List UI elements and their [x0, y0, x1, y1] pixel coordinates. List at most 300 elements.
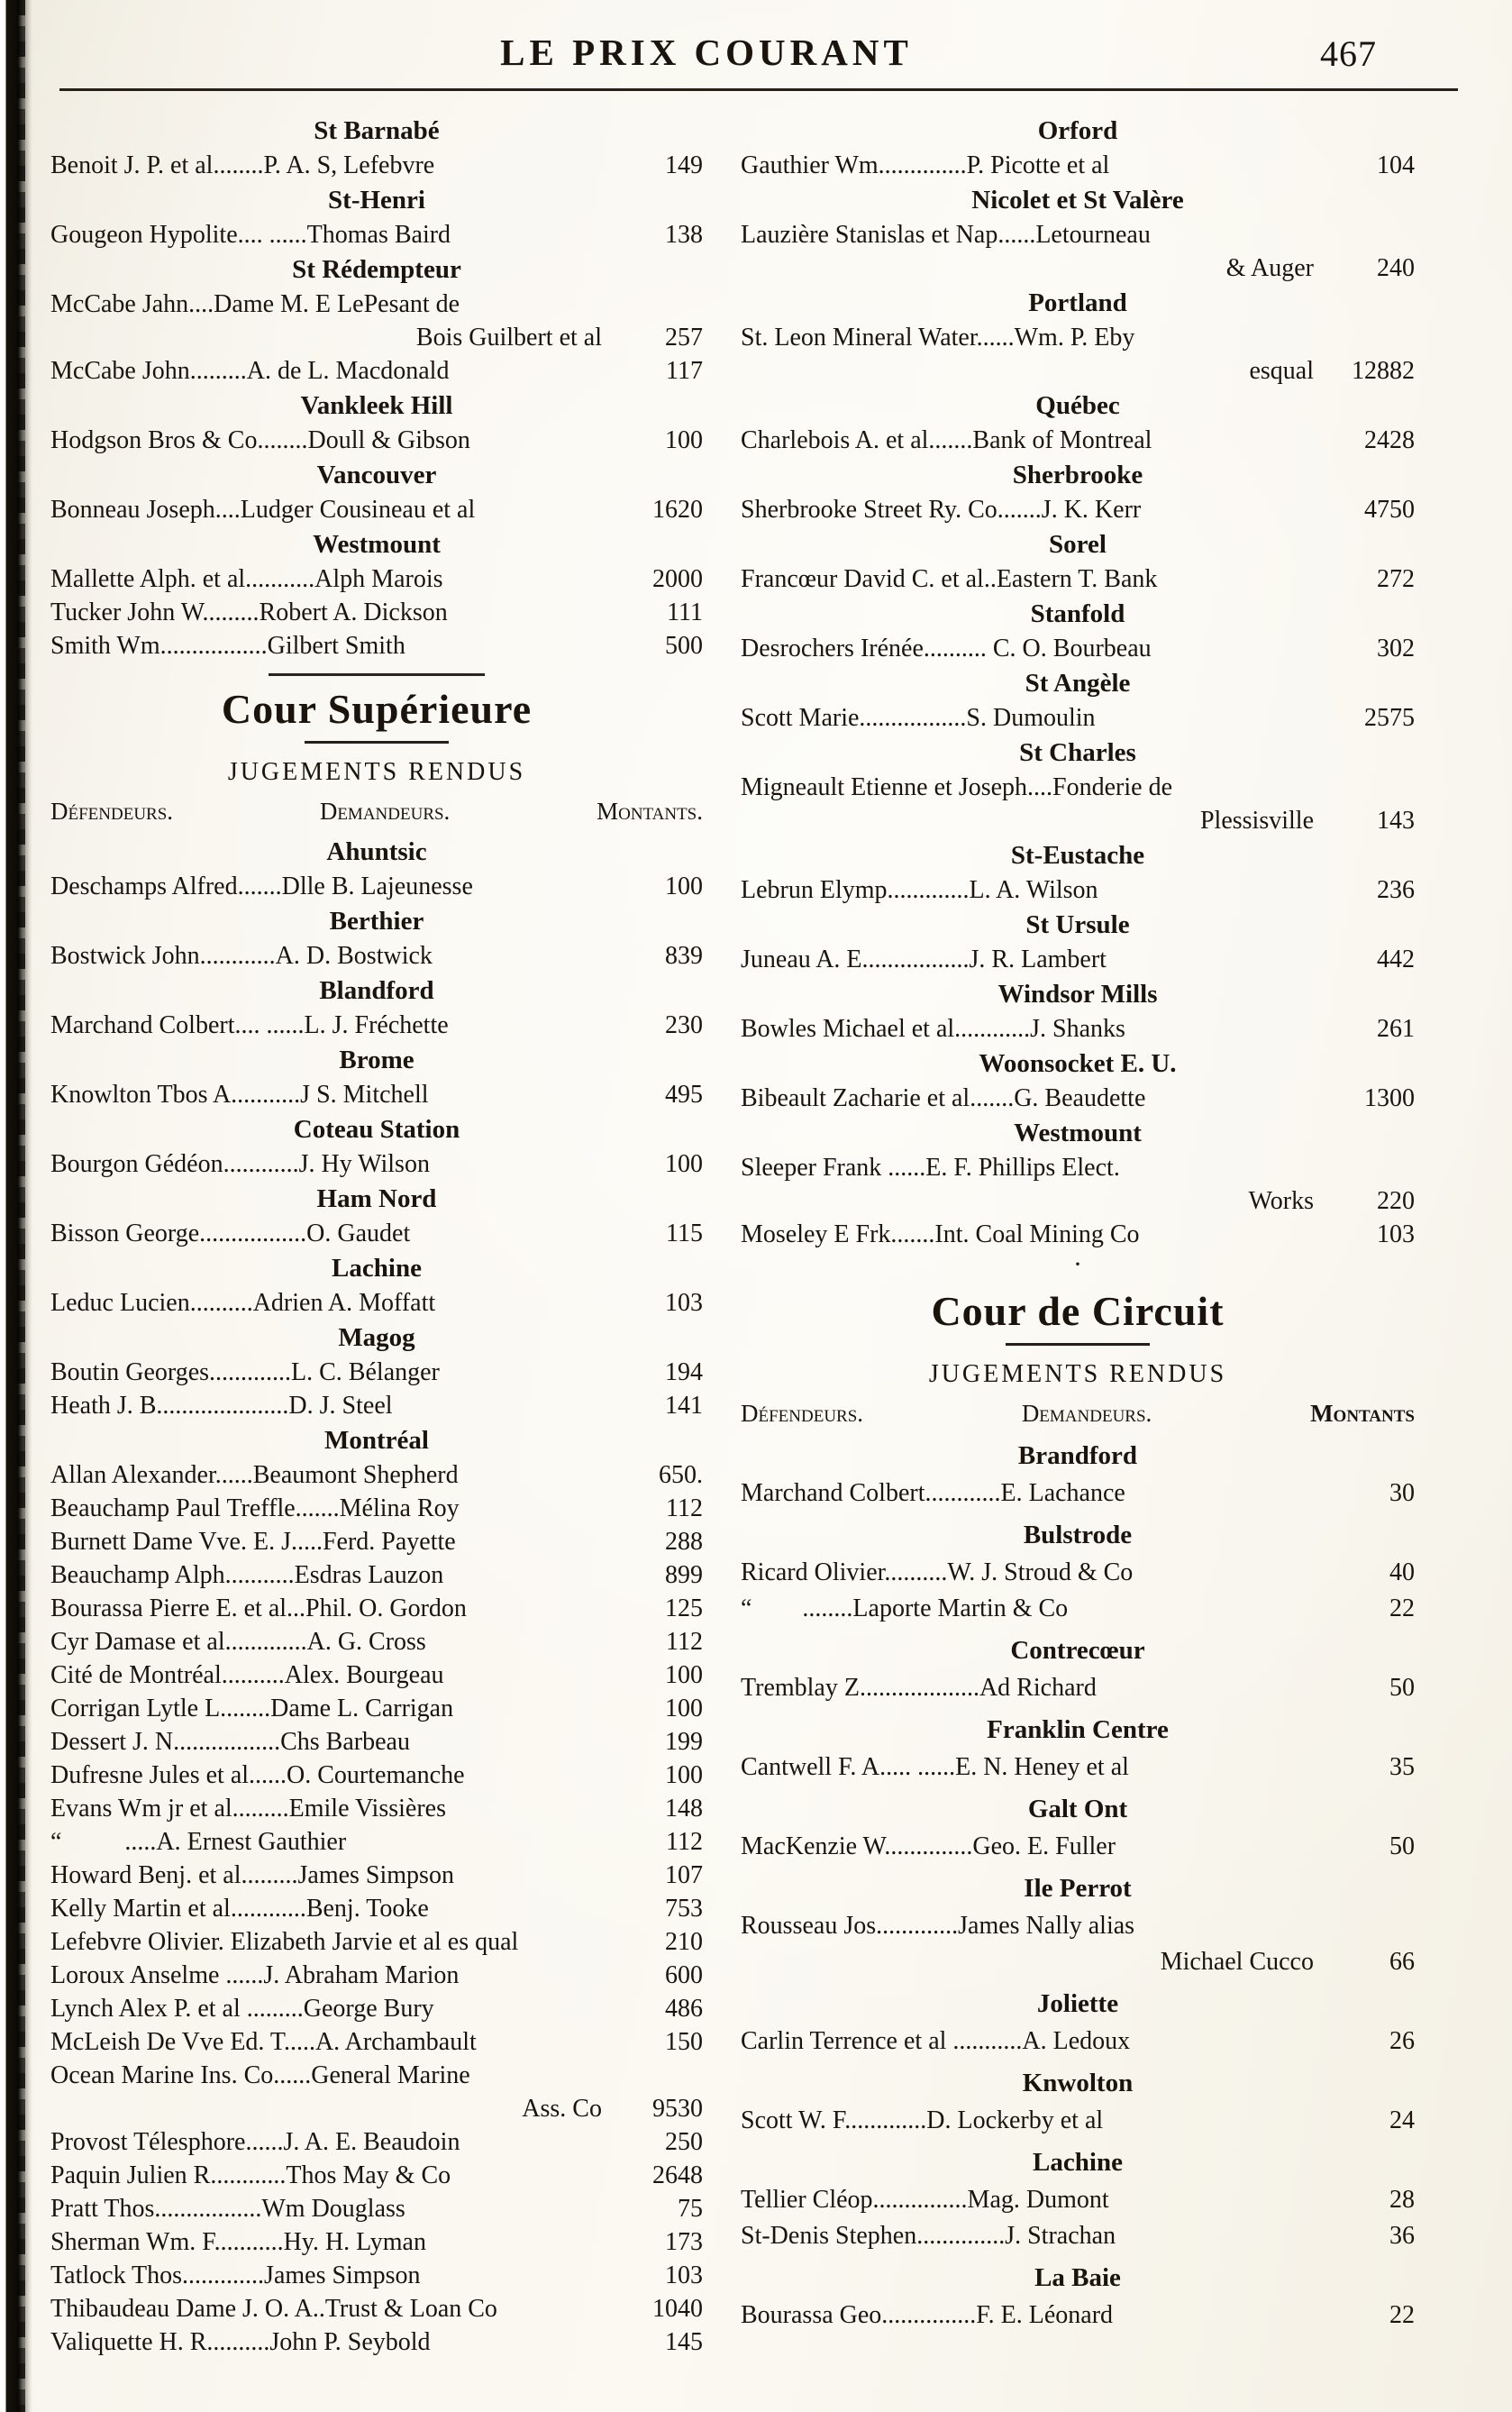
place-heading: Orford: [1037, 116, 1118, 145]
judgment-entry: [50, 1286, 703, 1320]
place-heading: Québec: [1035, 391, 1120, 420]
entry-text: Cantwell F. A..... ......E. N. Heney et al: [741, 1753, 1129, 1781]
place-section: [50, 251, 703, 388]
entry-amount: 125: [665, 1594, 703, 1622]
judgment-entry: [741, 321, 1415, 388]
entry-amount: 22: [1389, 2301, 1415, 2329]
place-heading: Westmount: [313, 530, 441, 559]
entry-text: Lynch Alex P. et al .........George Bury: [50, 1995, 434, 2023]
place-section: [50, 973, 703, 1042]
entry-amount: 50: [1389, 1832, 1415, 1860]
entry-amount: 500: [665, 632, 703, 660]
page-title: LE PRIX COURANT: [500, 32, 913, 73]
page-number: 467: [1320, 33, 1377, 74]
entry-amount: 117: [666, 357, 703, 385]
entry-text: Marchand Colbert............E. Lachance: [741, 1479, 1125, 1507]
judgment-entry: [741, 1908, 1415, 1980]
entry-amount: 288: [665, 1528, 703, 1556]
entry-amount: 236: [1377, 876, 1415, 904]
place-section: [741, 1710, 1415, 1786]
judgment-entry: [50, 1792, 703, 1825]
entry-text: Moseley E Frk.......Int. Coal Mining Co: [741, 1220, 1140, 1248]
entry-text: Paquin Julien R............Thos May & Co: [50, 2161, 451, 2189]
entry-text: Corrigan Lytle L........Dame L. Carrigan: [50, 1695, 454, 1722]
judgment-entry: [50, 354, 703, 388]
entry-text: Francœur David C. et al..Eastern T. Bank: [741, 565, 1158, 593]
place-section: [741, 907, 1415, 976]
entry-text: Tremblay Z...................Ad Richard: [741, 1674, 1097, 1702]
entry-text: Lefebvre Olivier. Elizabeth Jarvie et al es qual: [50, 1928, 519, 1956]
judgment-entry: [741, 1829, 1415, 1865]
entry-text: Deschamps Alfred.......Dlle B. Lajeunesse: [50, 873, 473, 900]
judgment-entry: [741, 2298, 1415, 2334]
entry-amount: 220: [1377, 1187, 1415, 1215]
entry-text: Pratt Thos.................Wm Douglass: [50, 2195, 405, 2223]
place-heading: Sherbrooke: [1012, 461, 1143, 489]
place-heading: La Baie: [1034, 2263, 1121, 2292]
entry-text: “ ........Laporte Martin & Co: [741, 1594, 1069, 1622]
place-heading: St Rédempteur: [292, 255, 461, 284]
judgment-entry: [741, 873, 1415, 907]
entry-continuation: Bois Guilbert et al: [415, 324, 602, 352]
judgment-entry: [50, 939, 703, 973]
judgment-entry: [741, 701, 1415, 735]
place-heading: St-Henri: [328, 186, 425, 215]
judgment-entry: [50, 2325, 703, 2359]
entry-amount: 100: [665, 1695, 703, 1722]
place-section: [741, 735, 1415, 837]
entry-text: MacKenzie W..............Geo. E. Fuller: [741, 1832, 1116, 1860]
place-heading: Knwolton: [1022, 2069, 1134, 2097]
entry-text: Gauthier Wm..............P. Picotte et al: [741, 151, 1110, 179]
entry-text: Tucker John W.........Robert A. Dickson: [50, 598, 448, 626]
entry-text: Heath J. B.....................D. J. Steel: [50, 1392, 393, 1420]
place-heading: Woonsocket E. U.: [979, 1049, 1177, 1078]
entry-amount: 103: [665, 1289, 703, 1317]
judgment-entry: [741, 1082, 1415, 1115]
entry-text: McCabe Jahn....Dame M. E LePesant de: [50, 290, 460, 318]
entry-text: Sherman Wm. F...........Hy. H. Lyman: [50, 2228, 426, 2256]
judgment-entry: [741, 1670, 1415, 1706]
place-section: [741, 665, 1415, 735]
place-heading: Montréal: [324, 1426, 429, 1455]
judgment-entry: [50, 218, 703, 251]
entry-amount: 107: [665, 1861, 703, 1889]
entry-text: Cité de Montréal..........Alex. Bourgeau: [50, 1661, 444, 1689]
judgment-entry: [741, 2024, 1415, 2060]
page-header: [0, 0, 1512, 88]
court-title-rule: [1006, 1343, 1150, 1346]
entry-text: Mallette Alph. et al...........Alph Marois: [50, 565, 443, 593]
place-heading: Ham Nord: [316, 1184, 437, 1213]
amounts-header: Montants: [1310, 1400, 1415, 1427]
entry-amount: 240: [1377, 254, 1415, 282]
entry-amount: 112: [666, 1628, 703, 1656]
entry-text: Marchand Colbert.... ......L. J. Fréchette: [50, 1011, 449, 1039]
entry-text: Tellier Cléop...............Mag. Dumont: [741, 2186, 1109, 2214]
judgment-entry: [50, 288, 703, 354]
judgment-entry: [50, 149, 703, 182]
left-column: [50, 113, 703, 2359]
entry-continuation: esqual: [1249, 357, 1314, 385]
entry-amount: 230: [665, 1011, 703, 1039]
entry-amount: 111: [667, 598, 703, 626]
entry-amount: 100: [665, 1661, 703, 1689]
entry-text: Provost Télesphore......J. A. E. Beaudoin: [50, 2128, 460, 2156]
judgment-entry: [50, 1658, 703, 1692]
entry-amount: 261: [1377, 1015, 1415, 1043]
entry-text: Bourassa Geo...............F. E. Léonard: [741, 2301, 1114, 2329]
place-section: [50, 182, 703, 251]
judgment-entry: [741, 632, 1415, 665]
entry-amount: 103: [1377, 1220, 1415, 1248]
entry-text: Gougeon Hypolite.... ......Thomas Baird: [50, 221, 451, 249]
judgment-entry: [50, 1725, 703, 1759]
judgment-entry: [50, 1992, 703, 2025]
entry-amount: 150: [665, 2028, 703, 2056]
judgment-entry: [50, 1389, 703, 1422]
place-heading: Ahuntsic: [326, 837, 427, 866]
place-section: [741, 285, 1415, 388]
place-section: [741, 596, 1415, 665]
entry-amount: 24: [1389, 2106, 1415, 2134]
entry-text: Sleeper Frank ......E. F. Phillips Elect.: [741, 1154, 1120, 1182]
judgment-entry: [50, 2192, 703, 2225]
place-heading: Bulstrode: [1023, 1521, 1133, 1549]
place-heading: Vankleek Hill: [300, 391, 453, 420]
judgment-entry: [50, 1558, 703, 1592]
entry-amount: 100: [665, 1150, 703, 1178]
judgment-entry: [50, 1692, 703, 1725]
judgment-entry: [50, 2259, 703, 2292]
place-heading: Brome: [339, 1046, 414, 1074]
place-heading: Franklin Centre: [987, 1715, 1169, 1744]
judgment-entry: [741, 218, 1415, 285]
judgment-entry: [50, 424, 703, 457]
entry-amount: 138: [665, 221, 703, 249]
left-pre-sections: [50, 113, 703, 662]
table-column-headers: [50, 796, 703, 827]
place-section: [50, 113, 703, 182]
entry-amount: 2428: [1364, 426, 1415, 454]
entry-text: Desrochers Irénée.......... C. O. Bourbeau: [741, 635, 1152, 662]
entry-text: Burnett Dame Vve. E. J.....Ferd. Payette: [50, 1528, 456, 1556]
entry-text: Tatlock Thos.............James Simpson: [50, 2261, 421, 2289]
entry-amount: 199: [665, 1728, 703, 1756]
judgment-entry: [50, 1217, 703, 1250]
place-section: [741, 2142, 1415, 2254]
dot-divider: ·: [1073, 1249, 1082, 1279]
entry-amount: 22: [1389, 1594, 1415, 1622]
right-pre-sections: [741, 113, 1415, 1251]
place-heading: Sorel: [1049, 530, 1107, 559]
place-section: [50, 903, 703, 973]
entry-text: Carlin Terrence et al ...........A. Ledoux: [741, 2027, 1131, 2055]
judgment-entry: [741, 1750, 1415, 1786]
place-section: [50, 1111, 703, 1181]
judgment-entry: [50, 1078, 703, 1111]
entry-text: Smith Wm.................Gilbert Smith: [50, 632, 405, 660]
entry-text: Scott W. F.............D. Lockerby et al: [741, 2106, 1104, 2134]
place-heading: Joliette: [1036, 1989, 1119, 2018]
entry-amount: 148: [665, 1795, 703, 1823]
entry-amount: 899: [665, 1561, 703, 1589]
place-heading: Coteau Station: [293, 1115, 460, 1144]
entry-amount: 1040: [652, 2295, 703, 2323]
place-section: [50, 526, 703, 662]
place-section: [50, 457, 703, 526]
place-section: [741, 388, 1415, 457]
judgment-entry: [741, 424, 1415, 457]
place-section: [741, 182, 1415, 285]
judgment-entry: [741, 1591, 1415, 1627]
judgment-entry: [50, 1759, 703, 1792]
entry-text: Howard Benj. et al.........James Simpson: [50, 1861, 454, 1889]
entry-amount: 302: [1377, 635, 1415, 662]
judgment-entry: [50, 1356, 703, 1389]
entry-amount: 9530: [652, 2095, 703, 2123]
entry-text: McLeish De Vve Ed. T.....A. Archambault: [50, 2028, 477, 2056]
entry-text: Bibeault Zacharie et al.......G. Beaudette: [741, 1084, 1146, 1112]
place-heading: Berthier: [329, 907, 424, 936]
judgment-entry: [50, 2292, 703, 2325]
place-heading: Blandford: [319, 976, 434, 1005]
place-section: [741, 1631, 1415, 1706]
entry-text: Charlebois A. et al.......Bank of Montreal: [741, 426, 1152, 454]
place-section: [741, 1046, 1415, 1115]
place-heading: Lachine: [332, 1254, 422, 1283]
judgment-entry: [741, 493, 1415, 526]
place-section: [50, 388, 703, 457]
entry-amount: 272: [1377, 565, 1415, 593]
entry-continuation: & Auger: [1225, 254, 1314, 282]
judgment-entry: [741, 2218, 1415, 2254]
entry-text: Knowlton Tbos A...........J S. Mitchell: [50, 1081, 429, 1109]
judgment-entry: [50, 2225, 703, 2259]
judgment-entry: [50, 1592, 703, 1625]
entry-text: Bisson George.................O. Gaudet: [50, 1220, 411, 1247]
place-section: [741, 526, 1415, 596]
place-heading: Westmount: [1014, 1119, 1142, 1147]
defendants-header: Défendeurs.: [50, 798, 174, 825]
block-divider-rule: [269, 673, 485, 676]
entry-text: Bonneau Joseph....Ludger Cousineau et al: [50, 496, 476, 524]
judgment-entry: [50, 1959, 703, 1992]
content-columns: [0, 91, 1512, 2359]
judgment-entry: [741, 771, 1415, 837]
entry-amount: 753: [665, 1895, 703, 1923]
entry-amount: 100: [665, 1761, 703, 1789]
place-section: [50, 1181, 703, 1250]
superior-court-sections: [50, 834, 703, 2359]
place-section: [741, 837, 1415, 907]
entry-text: Cyr Damase et al.............A. G. Cross: [50, 1628, 426, 1656]
judgment-entry: [50, 1492, 703, 1525]
entry-amount: 650.: [659, 1461, 703, 1489]
judgment-entry: [741, 1476, 1415, 1512]
place-section: [50, 1422, 703, 2359]
entry-amount: 112: [666, 1828, 703, 1856]
place-section: [50, 1250, 703, 1320]
judgment-entry: [50, 562, 703, 596]
entry-text: Lauzière Stanislas et Nap......Letourneau: [741, 221, 1151, 249]
judgment-entry: [50, 1825, 703, 1859]
place-section: [741, 457, 1415, 526]
place-heading: Ile Perrot: [1024, 1874, 1132, 1903]
judgment-entry: [50, 1525, 703, 1558]
right-column: [741, 113, 1415, 2359]
entry-amount: 30: [1389, 1479, 1415, 1507]
entry-amount: 103: [665, 2261, 703, 2289]
entry-text: Sherbrooke Street Ry. Co.......J. K. Kerr: [741, 496, 1142, 524]
entry-amount: 66: [1389, 1948, 1415, 1976]
judgment-entry: [50, 629, 703, 662]
entry-text: Juneau A. E.................J. R. Lambert: [741, 946, 1107, 973]
place-heading: St Angèle: [1025, 669, 1131, 698]
entry-text: Hodgson Bros & Co........Doull & Gibson: [50, 426, 470, 454]
judgment-entry: [50, 1458, 703, 1492]
entry-text: Benoit J. P. et al........P. A. S, Lefebvre: [50, 151, 435, 179]
entry-text: Valiquette H. R..........John P. Seybold: [50, 2328, 431, 2356]
judgment-entry: [741, 2103, 1415, 2139]
judgment-entry: [741, 149, 1415, 182]
entry-text: Boutin Georges.............L. C. Bélanger: [50, 1358, 440, 1386]
entry-continuation: Ass. Co: [522, 2095, 602, 2123]
entry-amount: 100: [665, 873, 703, 900]
entry-amount: 40: [1389, 1558, 1415, 1586]
judgment-entry: [741, 1012, 1415, 1046]
place-section: [741, 1436, 1415, 1512]
entry-text: Lebrun Elymp.............L. A. Wilson: [741, 876, 1098, 904]
judgment-entry: [741, 1555, 1415, 1591]
court-title-rule: [305, 741, 449, 744]
entry-text: Bourgon Gédéon............J. Hy Wilson: [50, 1150, 430, 1178]
entry-amount: 600: [665, 1961, 703, 1989]
entry-text: Dessert J. N.................Chs Barbeau: [50, 1728, 410, 1756]
entry-amount: 839: [665, 942, 703, 970]
entry-text: Migneault Etienne et Joseph....Fonderie de: [741, 773, 1172, 801]
entry-continuation: Works: [1248, 1187, 1314, 1215]
place-section: [741, 1868, 1415, 1980]
place-heading: Windsor Mills: [997, 980, 1158, 1009]
place-heading: Vancouver: [316, 461, 437, 489]
entry-text: Beauchamp Paul Treffle.......Mélina Roy: [50, 1494, 460, 1522]
entry-text: St. Leon Mineral Water......Wm. P. Eby: [741, 324, 1135, 352]
cour-de-circuit-title: Cour de Circuit: [931, 1288, 1225, 1334]
entry-text: Loroux Anselme ......J. Abraham Marion: [50, 1961, 460, 1989]
judgment-entry: [50, 2159, 703, 2192]
judgment-entry: [50, 1859, 703, 1892]
entry-amount: 115: [666, 1220, 703, 1247]
place-section: [741, 1789, 1415, 1865]
entry-amount: 12882: [1352, 357, 1415, 385]
entry-amount: 257: [665, 324, 703, 352]
entry-amount: 36: [1389, 2222, 1415, 2250]
place-heading: Galt Ont: [1027, 1795, 1128, 1823]
entry-amount: 75: [678, 2195, 703, 2223]
judgment-entry: [50, 2125, 703, 2159]
entry-text: Bowles Michael et al............J. Shanks: [741, 1015, 1125, 1043]
entry-text: Bostwick John............A. D. Bostwick: [50, 942, 433, 970]
entry-amount: 143: [1377, 807, 1415, 835]
entry-text: Leduc Lucien..........Adrien A. Moffatt: [50, 1289, 436, 1317]
place-heading: Magog: [338, 1323, 415, 1352]
plaintiffs-header: Demandeurs.: [1021, 1400, 1152, 1427]
entry-amount: 250: [665, 2128, 703, 2156]
entry-text: “ .....A. Ernest Gauthier: [50, 1828, 347, 1856]
entry-amount: 26: [1389, 2027, 1415, 2055]
judgment-entry: [50, 1925, 703, 1959]
judgment-entry: [741, 1151, 1415, 1218]
entry-text: Ocean Marine Ins. Co......General Marine: [50, 2061, 470, 2089]
judgment-entry: [50, 1625, 703, 1658]
judgment-entry: [741, 943, 1415, 976]
entry-amount: 141: [665, 1392, 703, 1420]
table-column-headers: [741, 1398, 1415, 1429]
entry-amount: 28: [1389, 2186, 1415, 2214]
entry-continuation: Plessisville: [1199, 807, 1314, 835]
entry-text: Kelly Martin et al............Benj. Tooke: [50, 1895, 429, 1923]
place-section: [741, 2258, 1415, 2334]
entry-amount: 4750: [1364, 496, 1415, 524]
entry-amount: 112: [666, 1494, 703, 1522]
entry-text: Bourassa Pierre E. et al...Phil. O. Gordon: [50, 1594, 467, 1622]
entry-amount: 2575: [1364, 704, 1415, 732]
entry-amount: 442: [1377, 946, 1415, 973]
judgment-entry: [50, 1009, 703, 1042]
judgment-entry: [50, 1892, 703, 1925]
defendants-header: Défendeurs.: [741, 1400, 864, 1427]
entry-amount: 210: [665, 1928, 703, 1956]
entry-text: Scott Marie.................S. Dumoulin: [741, 704, 1096, 732]
entry-amount: 495: [665, 1081, 703, 1109]
judgments-rendered-subtitle: JUGEMENTS RENDUS: [227, 758, 526, 786]
place-section: [741, 2063, 1415, 2139]
place-heading: Portland: [1028, 288, 1127, 317]
circuit-court-sections: [741, 1436, 1415, 2334]
entry-text: St-Denis Stephen..............J. Strachan: [741, 2222, 1116, 2250]
entry-text: Allan Alexander......Beaumont Shepherd: [50, 1461, 459, 1489]
judgments-rendered-subtitle: JUGEMENTS RENDUS: [928, 1360, 1227, 1388]
entry-amount: 2648: [652, 2161, 703, 2189]
entry-amount: 100: [665, 426, 703, 454]
judgment-entry: [741, 562, 1415, 596]
place-heading: St Charles: [1019, 738, 1136, 767]
judgment-entry: [50, 870, 703, 903]
place-section: [50, 834, 703, 903]
entry-amount: 35: [1389, 1753, 1415, 1781]
cour-superieure-title: Cour Supérieure: [221, 686, 533, 732]
place-heading: Stanfold: [1030, 599, 1125, 628]
place-section: [741, 1515, 1415, 1627]
entry-amount: 104: [1377, 151, 1415, 179]
judgment-entry: [50, 2059, 703, 2125]
judgment-entry: [50, 1147, 703, 1181]
entry-text: Rousseau Jos.............James Nally alias: [741, 1912, 1135, 1940]
place-section: [741, 1984, 1415, 2060]
place-heading: Brandford: [1017, 1441, 1138, 1470]
entry-text: Beauchamp Alph...........Esdras Lauzon: [50, 1561, 444, 1589]
judgment-entry: [741, 2182, 1415, 2218]
place-heading: St-Eustache: [1010, 841, 1145, 870]
entry-amount: 1300: [1364, 1084, 1415, 1112]
entry-amount: 194: [665, 1358, 703, 1386]
entry-text: Evans Wm jr et al.........Emile Vissières: [50, 1795, 446, 1823]
place-heading: St Ursule: [1025, 910, 1130, 939]
entry-continuation: Michael Cucco: [1160, 1948, 1314, 1976]
judgment-entry: [50, 2025, 703, 2059]
entry-amount: 145: [665, 2328, 703, 2356]
